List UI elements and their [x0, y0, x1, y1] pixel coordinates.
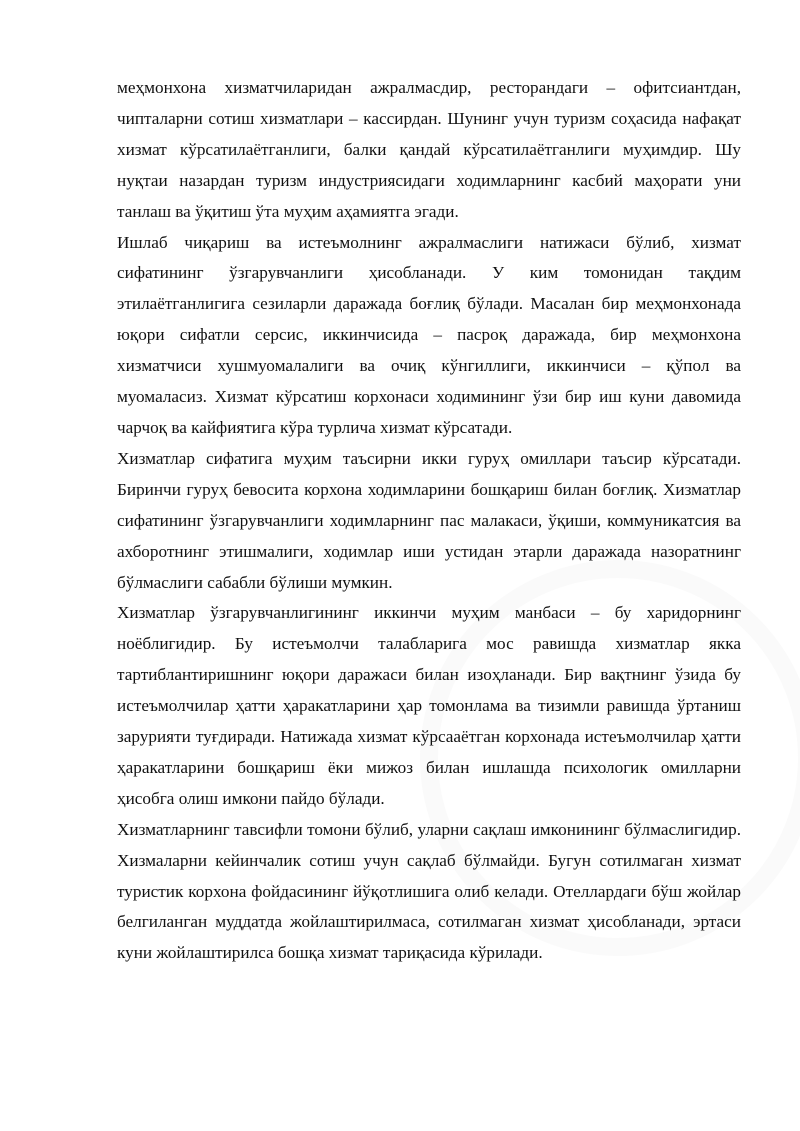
paragraph-2: Ишлаб чиқариш ва истеъмолнинг ажралмаслиги натижаси бўлиб, хизмат сифатининг ўзгарувчанлиги ҳисобланади. У ким томонидан тақдим этилаётганлигига сезиларли даражада боғлиқ бўлади. Масалан бир меҳмонхонада юқори сифатли серсис, иккинчисида – пасроқ даражада, бир меҳмонхона хизматчиси хушмуомалалиги ва очиқ кўнгиллиги, иккинчиси – қўпол ва муомаласиз. Хизмат кўрсатиш корхонаси ходимининг ўзи бир иш куни давомида чарчоқ ва кайфиятига кўра турлича хизмат кўрсатади. [117, 232, 741, 437]
paragraph-5: Хизматларнинг тавсифли томони бўлиб, уларни сақлаш имконининг бўлмаслигидир. Хизмаларни кейинчалик сотиш учун сақлаб бўлмайди. Бугун сотилмаган хизмат туристик корхона фойдасининг йўқотлишига олиб келади. Отеллардаги бўш жойлар белгиланган муддатда жойлаштирилмаса, сотилмаган хизмат ҳисобланади, эртаси куни жойлаштирилса бошқа хизмат тариқасида кўрилади. [117, 819, 741, 963]
paragraph-1: меҳмонхона хизматчиларидан ажралмасдир, ресторандаги – офитсиантдан, чипталарни сотиш хизматлари – кассирдан. Шунинг учун туризм соҳасида нафақат хизмат кўрсатилаётганлиги, балки қандай кўрсатилаётганлиги муҳимдир. Шу нуқтаи назардан туризм индустриясидаги ходимларнинг касбий маҳорати уни танлаш ва ўқитиш ўта муҳим аҳамиятга эгади. [117, 78, 741, 221]
paragraph-4: Хизматлар ўзгарувчанлигининг иккинчи муҳим манбаси – бу харидорнинг ноёблигидир. Бу истеъмолчи талабларига мос равишда хизматлар якка тартиблантиришнинг юқори даражаси билан изоҳланади. Бир вақтнинг ўзида бу истеъмолчилар ҳатти ҳаракатларини ҳар томонлама ва тизимли равишда ўртаниш зарурияти туғдиради. Натижада хизмат кўрсааётган корхонада истеъмолчилар ҳатти ҳаракатларини бошқариш ёки мижоз билан ишлашда психологик омилларни ҳисобга олиш имкони пайдо бўлади. [117, 603, 741, 808]
paragraph-3: Хизматлар сифатига муҳим таъсирни икки гуруҳ омиллари таъсир кўрсатади. Биринчи гуруҳ бевосита корхона ходимларини бошқариш билан боғлиқ. Хизматлар сифатининг ўзгарувчанлиги ходимларнинг пас малакаси, ўқиши, коммуникатсия ва ахборотнинг этишмалиги, ходимлар иши устидан этарли даражада назоратнинг бўлмаслиги сабабли бўлиши мумкин. [117, 448, 741, 592]
document-body [117, 73, 741, 969]
